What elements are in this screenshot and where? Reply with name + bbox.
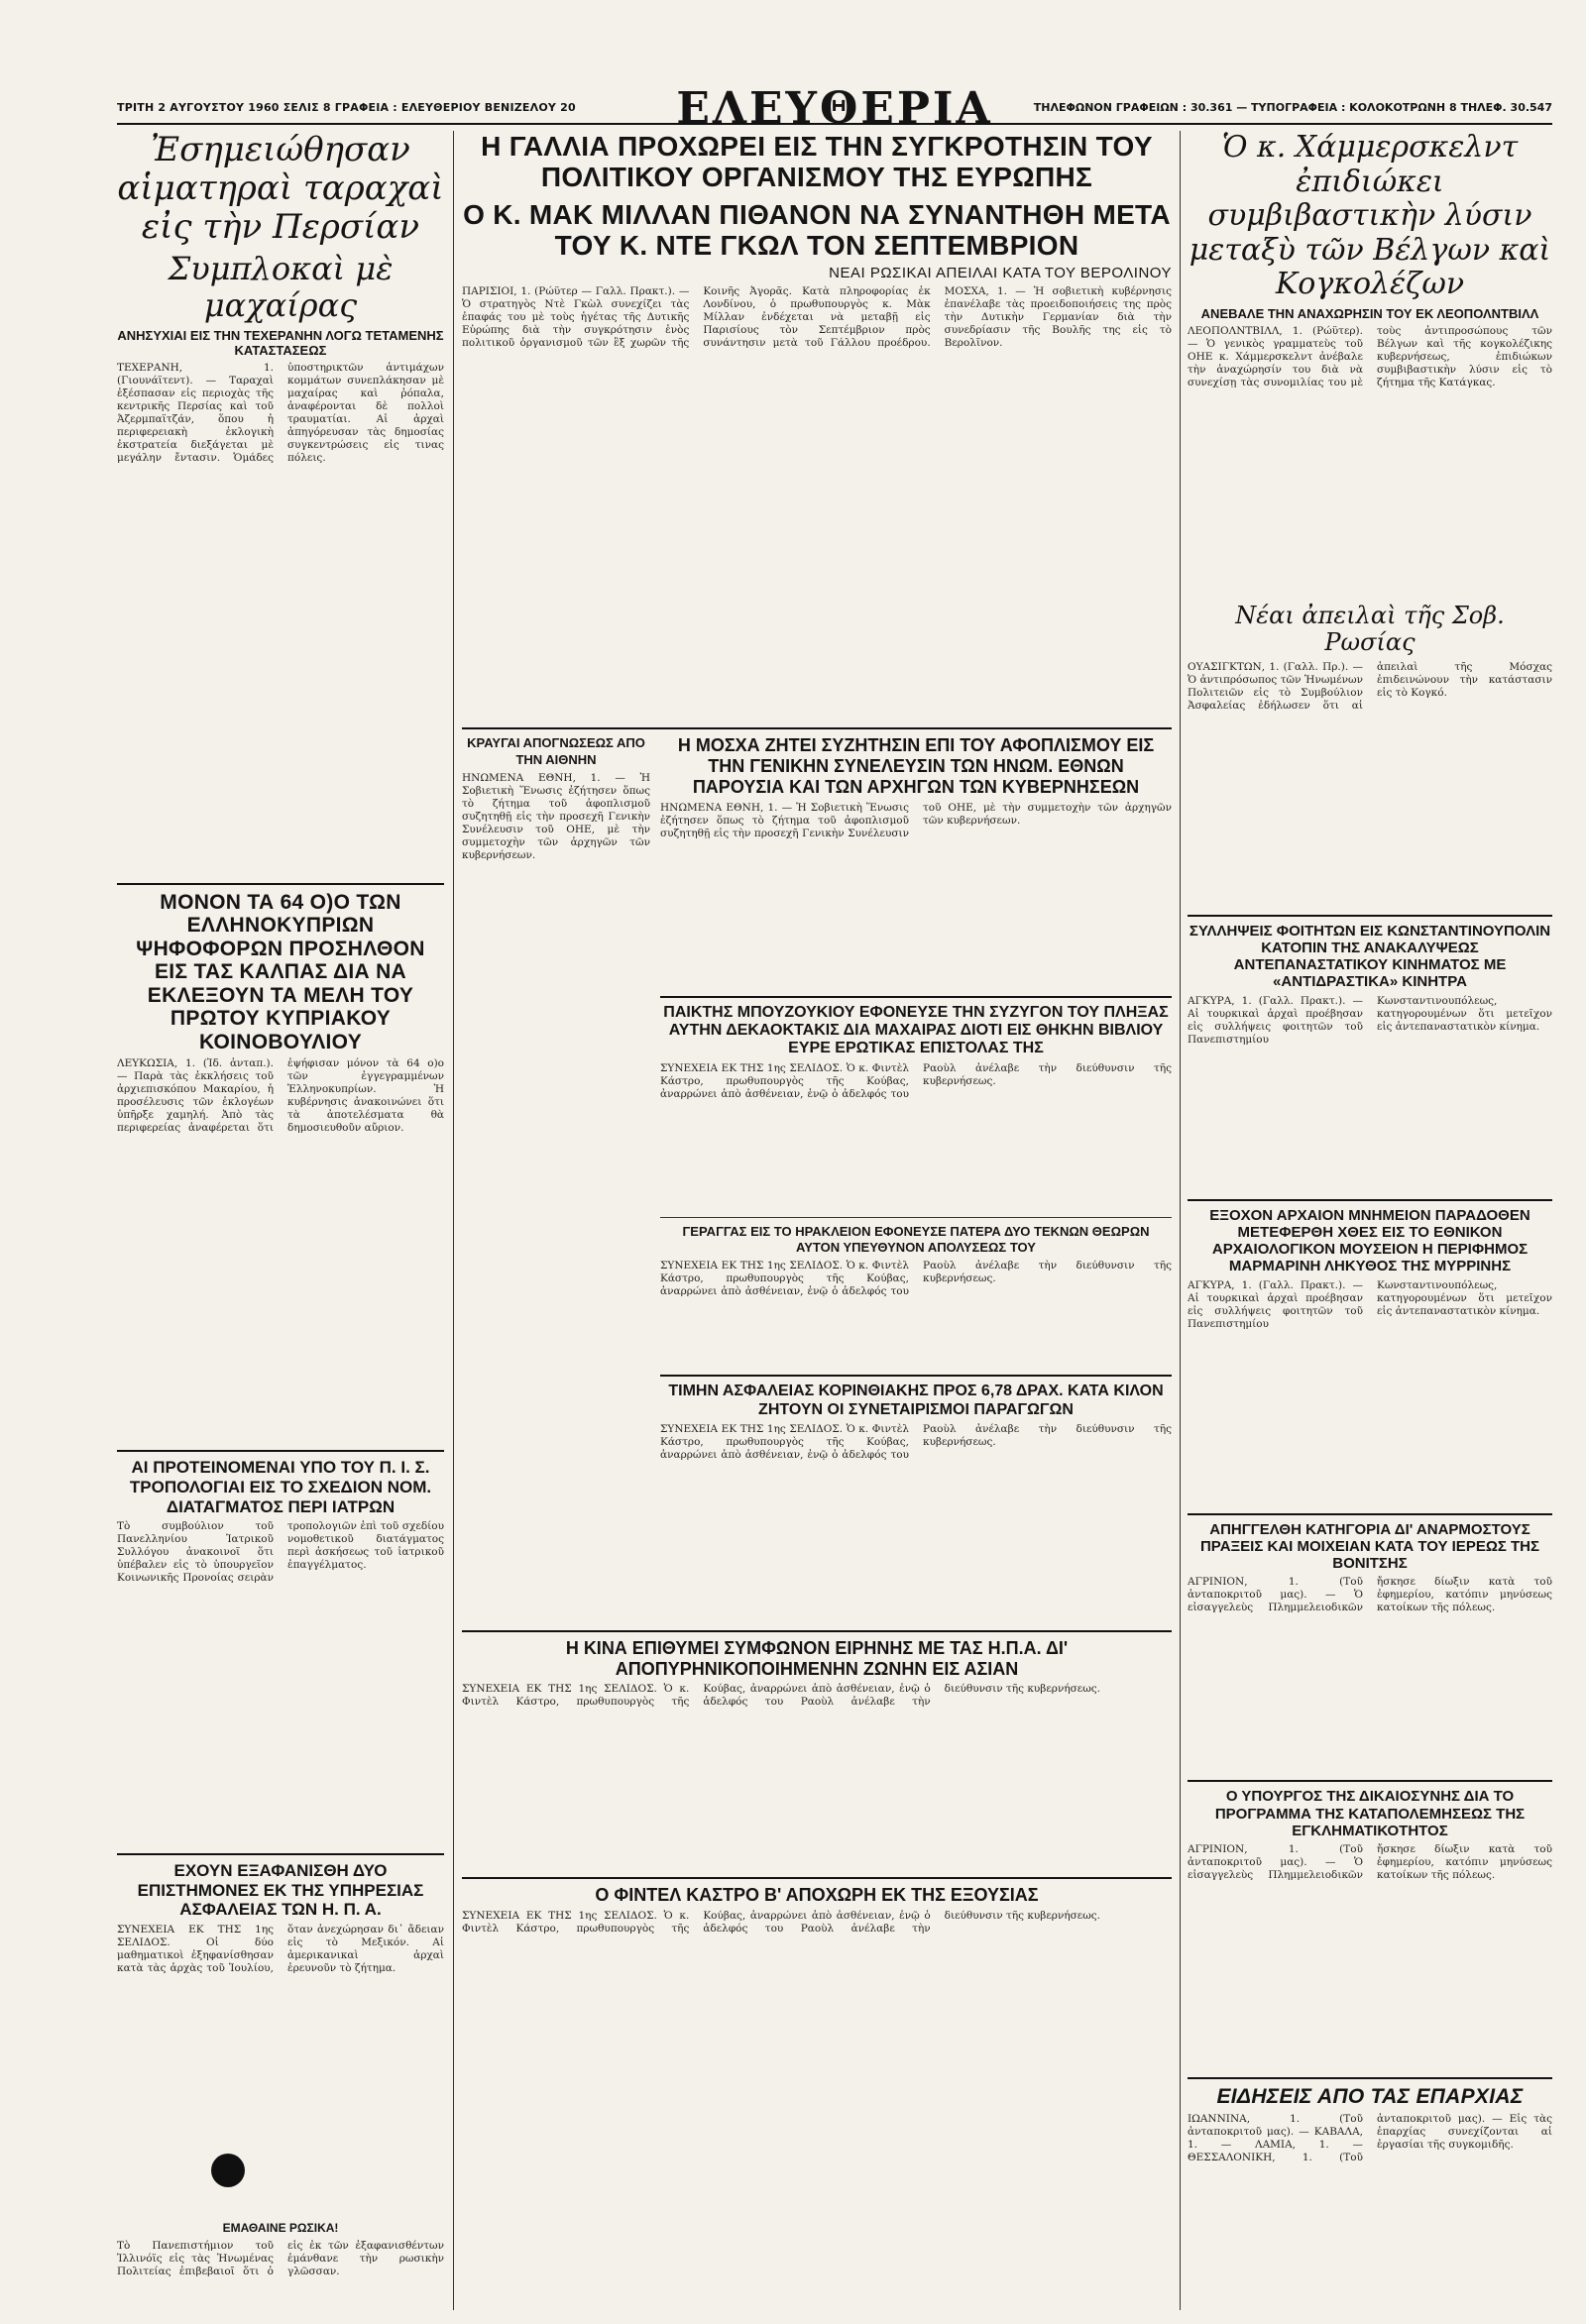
divider: [1188, 1780, 1552, 1782]
masthead-date-line: ΤΡΙΤΗ 2 ΑΥΓΟΥΣΤΟΥ 1960 ΣΕΛΙΣ 8 ΓΡΑΦΕΙΑ : ΕΛΕΥΘΕΡΙΟΥ ΒΕΝΙΖΕΛΟΥ 20: [117, 101, 576, 114]
headline-istanbul-students: ΣΥΛΛΗΨΕΙΣ ΦΟΙΤΗΤΩΝ ΕΙΣ ΚΩΝΣΤΑΝΤΙΝΟΥΠΟΛΙΝ ΚΑΤΟΠΙΝ ΤΗΣ ΑΝΑΚΑΛΥΨΕΩΣ ΑΝΤΕΠΑΝΑΣΤΑΤΙΚΟΥ ΚΙΝΗΜΑΤΟΣ ΜΕ «ΑΝΤΙΔΡΑΣΤΙΚΑ» ΚΙΝΗΤΡΑ: [1189, 922, 1551, 991]
headline-currant-price: ΤΙΜΗΝ ΑΣΦΑΛΕΙΑΣ ΚΟΡΙΝΘΙΑΚΗΣ ΠΡΟΣ 6,78 ΔΡΑΧ. ΚΑΤΑ ΚΙΛΟΝ ΖΗΤΟΥΝ ΟΙ ΣΥΝΕΤΑΙΡΙΣΜΟΙ ΠΑΡΑΓΩΓΩΝ: [668, 1383, 1164, 1418]
headline-persia: Ἐσημειώθησαν αἱματηραὶ ταραχαὶ εἰς τὴν Περσίαν: [117, 131, 444, 248]
article-russian-body: Τὸ Πανεπιστήμιον τοῦ Ἰλλινόϊς εἰς τὰς Ἡνωμένας Πολιτείας ἐπιβεβαιοῖ ὅτι ὁ εἷς ἐκ τῶν ἐξαφανισθέντων ἐμάνθανε τὴν ρωσικὴν γλῶσσαν.: [117, 2239, 444, 2277]
headline-learned-russian: ΕΜΑΘΑΙΝΕ ΡΩΣΙΚΑ!: [222, 2220, 339, 2235]
headline-bouzouki-player: ΠΑΙΚΤΗΣ ΜΠΟΥΖΟΥΚΙΟΥ ΕΦΟΝΕΥΣΕ ΤΗΝ ΣΥΖΥΓΟΝ ΤΟΥ ΠΛΗΞΑΣ ΑΥΤΗΝ ΔΕΚΑΟΚΤΑΚΙΣ ΔΙΑ ΜΑΧΑΙΡΑΣ ΔΙΟΤΙ ΕΙΣ ΘΗΚΗΝ ΒΙΒΛΙΟΥ ΕΥΡΕ ΕΡΩΤΙΚΑΣ ΕΠΙΣΤΟΛΑΣ ΤΗΣ: [663, 1003, 1169, 1057]
divider: [1188, 2077, 1552, 2079]
column-center: [462, 131, 1172, 2310]
column-divider: [453, 131, 454, 2310]
headline-doctors-law: ΑΙ ΠΡΟΤΕΙΝΟΜΕΝΑΙ ΥΠΟ ΤΟΥ Π. Ι. Σ. ΤΡΟΠΟΛΟΓΙΑΙ ΕΙΣ ΤΟ ΣΧΕΔΙΟΝ ΝΟΜ. ΔΙΑΤΑΓΜΑΤΟΣ ΠΕΡΙ ΙΑΤΡΩΝ: [129, 1458, 432, 1516]
article-doctors-body: Τὸ συμβούλιον τοῦ Πανελληνίου Ἰατρικοῦ Συλλόγου ἀνακοινοῖ ὅτι ὑπέβαλεν εἰς τὸ ὑπουργεῖον Κοινωνικῆς Προνοίας σειρὰν τροπολογιῶν ἐπὶ τοῦ σχεδίου νομοθετικοῦ διατάγματος περὶ ἀσκήσεως τοῦ ἰατρικοῦ ἐπαγγέλματος.: [117, 1520, 444, 1585]
headline-provinces-news: ΕΙΔΗΣΕΙΣ ΑΠΟ ΤΑΣ ΕΠΑΡΧΙΑΣ: [1216, 2085, 1524, 2109]
column-left: [117, 131, 444, 2310]
divider: [462, 1877, 1172, 1879]
divider: [462, 727, 1172, 729]
headline-castro: Ο ΦΙΝΤΕΛ ΚΑΣΤΡΟ Β' ΑΠΟΧΩΡΗ ΕΚ ΤΗΣ ΕΞΟΥΣΙΑΣ: [595, 1885, 1039, 1906]
headline-myrrhine-lekythos: ΕΞΟΧΟΝ ΑΡΧΑΙΟΝ ΜΝΗΜΕΙΟΝ ΠΑΡΑΔΟΘΕΝ ΜΕΤΕΦΕΡΘΗ ΧΘΕΣ ΕΙΣ ΤΟ ΕΘΝΙΚΟΝ ΑΡΧΑΙΟΛΟΓΙΚΟΝ ΜΟΥΣΕΙΟΝ Η ΠΕΡΙΦΗΜΟΣ ΜΑΡΜΑΡΙΝΗ ΛΗΚΥΘΟΣ ΤΗΣ ΜΥΡΡΙΝΗΣ: [1209, 1206, 1530, 1275]
divider: [660, 996, 1172, 998]
headline-cyprus-vote: ΜΟΝΟΝ ΤΑ 64 Ο)Ο ΤΩΝ ΕΛΛΗΝΟΚΥΠΡΙΩΝ ΨΗΦΟΦΟΡΩΝ ΠΡΟΣΗΛΘΟΝ ΕΙΣ ΤΑΣ ΚΑΛΠΑΣ ΔΙΑ ΝΑ ΕΚΛΕΞΟΥΝ ΤΑ ΜΕΛΗ ΤΟΥ ΠΡΩΤΟΥ ΚΥΠΡΙΑΚΟΥ ΚΟΙΝΟΒΟΥΛΙΟΥ: [136, 890, 425, 1053]
article-priest-body: ΑΓΡΙΝΙΟΝ, 1. (Τοῦ ἀνταποκριτοῦ μας). — Ὁ εἰσαγγελεὺς Πλημμελειοδικῶν ἤσκησε δίωξιν κατὰ τοῦ ἐφημερίου, κατόπιν μηνύσεως κατοίκων τῆς πόλεως.: [1188, 1576, 1552, 1614]
article-congo-body: ΛΕΟΠΟΛΝΤΒΙΛΛ, 1. (Ρώϋτερ). — Ὁ γενικὸς γραμματεὺς τοῦ ΟΗΕ κ. Χάμμερσκελντ ἀνέβαλε τὴν ἀναχώρησίν του διὰ νὰ συνεχίσῃ τὰς συνομιλίας του μὲ τοὺς ἀντιπροσώπους τῶν Βέλγων καὶ τῆς κογκολέζικης κυβερνήσεως, ἐπιδιώκων συμβιβαστικὴν λύσιν εἰς τὸ ζήτημα τῆς Κατάγκας.: [1188, 324, 1552, 388]
article-moscow-body: ΗΝΩΜΕΝΑ ΕΘΝΗ, 1. — Ἡ Σοβιετικὴ Ἕνωσις ἐζήτησεν ὅπως τὸ ζήτημα τοῦ ἀφοπλισμοῦ συζητηθῇ εἰς τὴν προσεχῆ Γενικὴν Συνέλευσιν τοῦ ΟΗΕ, μὲ τὴν συμμετοχὴν τῶν ἀρχηγῶν τῶν κυβερνήσεων.: [660, 801, 1172, 839]
article-cries-body: ΗΝΩΜΕΝΑ ΕΘΝΗ, 1. — Ἡ Σοβιετικὴ Ἕνωσις ἐζήτησεν ὅπως τὸ ζήτημα τοῦ ἀφοπλισμοῦ συζητηθῇ εἰς τὴν προσεχῆ Γενικὴν Συνέλευσιν τοῦ ΟΗΕ, μὲ τὴν συμμετοχὴν τῶν ἀρχηγῶν τῶν κυβερνήσεων.: [462, 771, 650, 861]
divider: [660, 1217, 1172, 1218]
headline-missing-scientists: ΕΧΟΥΝ ΕΞΑΦΑΝΙΣΘΗ ΔΥΟ ΕΠΙΣΤΗΜΟΝΕΣ ΕΚ ΤΗΣ ΥΠΗΡΕΣΙΑΣ ΑΣΦΑΛΕΙΑΣ ΤΩΝ Η. Π. Α.: [137, 1861, 424, 1920]
divider: [1188, 1199, 1552, 1201]
divider: [117, 1450, 444, 1452]
divider: [117, 1853, 444, 1855]
divider: [660, 1375, 1172, 1377]
article-provinces-body: ΙΩΑΝΝΙΝΑ, 1. (Τοῦ ἀνταποκριτοῦ μας). — ΚΑΒΑΛΑ, 1. — ΛΑΜΙΑ, 1. — ΘΕΣΣΑΛΟΝΙΚΗ, 1. (Τοῦ ἀνταποκριτοῦ μας). — Εἰς τὰς ἐπαρχίας συνεχίζονται αἱ ἐργασίαι τῆς συγκομιδῆς.: [1188, 2112, 1552, 2163]
subhead-leopoldville: ΑΝΕΒΑΛΕ ΤΗΝ ΑΝΑΧΩΡΗΣΙΝ ΤΟΥ ΕΚ ΛΕΟΠΟΛΝΤΒΙΛΛ: [1200, 305, 1539, 321]
article-bouzouki-body: ΣΥΝΕΧΕΙΑ ΕΚ ΤΗΣ 1ης ΣΕΛΙΔΟΣ. Ὁ κ. Φιντὲλ Κάστρο, πρωθυπουργὸς τῆς Κούβας, ἀναρρώνει ἀπὸ ἀσθένειαν, ἐνῷ ὁ ἀδελφός του Ραοὺλ ἀνέλαβε τὴν διεύθυνσιν τῆς κυβερνήσεως.: [660, 1061, 1172, 1100]
article-students-body: ΑΓΚΥΡΑ, 1. (Γαλλ. Πρακτ.). — Αἱ τουρκικαὶ ἀρχαὶ προέβησαν εἰς συλλήψεις φοιτητῶν τοῦ Πανεπιστημίου Κωνσταντινουπόλεως, κατηγορουμένων ὅτι μετεῖχον εἰς ἀντεπαναστατικὸν κίνημα.: [1188, 994, 1552, 1046]
headline-france-europe: Η ΓΑΛΛΙΑ ΠΡΟΧΩΡΕΙ ΕΙΣ ΤΗΝ ΣΥΓΚΡΟΤΗΣΙΝ ΤΟΥ ΠΟΛΙΤΙΚΟΥ ΟΡΓΑΝΙΣΜΟΥ ΤΗΣ ΕΥΡΩΠΗΣ: [481, 131, 1153, 193]
headline-macmillan-degaulle: Ο Κ. ΜΑΚ ΜΙΛΛΑΝ ΠΙΘΑΝΟΝ ΝΑ ΣΥΝΑΝΤΗΘΗ ΜΕΤΑ ΤΟΥ Κ. ΝΤΕ ΓΚΩΛ ΤΟΝ ΣΕΠΤΕΜΒΡΙΟΝ: [463, 198, 1171, 262]
article-france-body: ΠΑΡΙΣΙΟΙ, 1. (Ρώϋτερ — Γαλλ. Πρακτ.). — Ὁ στρατηγὸς Ντὲ Γκὼλ συνεχίζει τὰς ἐπαφάς του μὲ τοὺς ἡγέτας τῆς Δυτικῆς Εὐρώπης διὰ τὴν συγκρότησιν ἑνὸς πολιτικοῦ ὀργανισμοῦ τῶν ἓξ χωρῶν τῆς Κοινῆς Ἀγορᾶς. Κατὰ πληροφορίας ἐκ Λονδίνου, ὁ πρωθυπουργὸς κ. Μὰκ Μίλλαν ἐνδέχεται νὰ μεταβῇ εἰς Παρισίους τὸν Σεπτέμβριον πρὸς συνάντησιν μετὰ τοῦ Γάλλου προέδρου. ΜΟΣΧΑ, 1. — Ἡ σοβιετικὴ κυβέρνησις ἐπανέλαβε τὰς προειδοποιήσεις της πρὸς τὴν Δυτικὴν Γερμανίαν διὰ τὴν συνεδρίασιν τῆς Βουλῆς της εἰς τὸ Βερολῖνον.: [462, 285, 1172, 350]
article-currant-body: ΣΥΝΕΧΕΙΑ ΕΚ ΤΗΣ 1ης ΣΕΛΙΔΟΣ. Ὁ κ. Φιντὲλ Κάστρο, πρωθυπουργὸς τῆς Κούβας, ἀναρρώνει ἀπὸ ἀσθένειαν, ἐνῷ ὁ ἀδελφός του Ραοὺλ ἀνέλαβε τὴν διεύθυνσιν τῆς κυβερνήσεως.: [660, 1422, 1172, 1461]
headline-persia-knives: Συμπλοκαὶ μὲ μαχαίρας: [168, 250, 394, 325]
masthead-phones: ΤΗΛΕΦΩΝΟΝ ΓΡΑΦΕΙΩΝ : 30.361 — ΤΥΠΟΓΡΑΦΕΙΑ : ΚΟΛΟΚΟΤΡΩΝΗ 8 ΤΗΛΕΦ. 30.547: [1033, 101, 1552, 114]
article-soviet-body: ΟΥΑΣΙΓΚΤΩΝ, 1. (Γαλλ. Πρ.). — Ὁ ἀντιπρόσωπος τῶν Ἡνωμένων Πολιτειῶν εἰς τὸ Συμβούλιον Ἀσφαλείας ἐδήλωσεν ὅτι αἱ ἀπειλαὶ τῆς Μόσχας ἐπιδεινώνουν τὴν κατάστασιν εἰς τὸ Κογκό.: [1188, 660, 1552, 712]
article-china-body: ΣΥΝΕΧΕΙΑ ΕΚ ΤΗΣ 1ης ΣΕΛΙΔΟΣ. Ὁ κ. Φιντὲλ Κάστρο, πρωθυπουργὸς τῆς Κούβας, ἀναρρώνει ἀπὸ ἀσθένειαν, ἐνῷ ὁ ἀδελφός του Ραοὺλ ἀνέλαβε τὴν διεύθυνσιν τῆς κυβερνήσεως.: [462, 1683, 1101, 1709]
headline-cries-despair: ΚΡΑΥΓΑΙ ΑΠΟΓΝΩΣΕΩΣ ΑΠΟ ΤΗΝ ΑΙΘΝΗΝ: [467, 735, 645, 767]
article-heraklion-body: ΣΥΝΕΧΕΙΑ ΕΚ ΤΗΣ 1ης ΣΕΛΙΔΟΣ. Ὁ κ. Φιντὲλ Κάστρο, πρωθυπουργὸς τῆς Κούβας, ἀναρρώνει ἀπὸ ἀσθένειαν, ἐνῷ ὁ ἀδελφός του Ραοὺλ ἀνέλαβε τὴν διεύθυνσιν τῆς κυβερνήσεως.: [660, 1260, 1172, 1298]
divider: [462, 1630, 1172, 1632]
headline-heraklion-murder: ΓΕΡΑΓΓΑΣ ΕΙΣ ΤΟ ΗΡΑΚΛΕΙΟΝ ΕΦΟΝΕΥΣΕ ΠΑΤΕΡΑ ΔΥΟ ΤΕΚΝΩΝ ΘΕΩΡΩΝ ΑΥΤΟΝ ΥΠΕΥΘΥΝΟΝ ΑΠΟΛΥΣΕΩΣ ΤΟΥ: [682, 1223, 1150, 1255]
headline-hammarskjold: Ὁ κ. Χάμμερσκελντ ἐπιδιώκει συμβιβαστικὴν λύσιν μεταξὺ τῶν Βέλγων καὶ Κογκολέζων: [1189, 131, 1551, 301]
divider: [1188, 1513, 1552, 1515]
article-justice-body: ΑΓΡΙΝΙΟΝ, 1. (Τοῦ ἀνταποκριτοῦ μας). — Ὁ εἰσαγγελεὺς Πλημμελειοδικῶν ἤσκησε δίωξιν κατὰ τοῦ ἐφημερίου, κατόπιν μηνύσεως κατοίκων τῆς πόλεως.: [1188, 1843, 1552, 1882]
divider: [117, 883, 444, 885]
article-cyprus-body: ΛΕΥΚΩΣΙΑ, 1. (Ἰδ. ἀνταπ.). — Παρὰ τὰς ἐκκλήσεις τοῦ ἀρχιεπισκόπου Μακαρίου, ἡ προσέλευσις τῶν ἐκλογέων ὑπῆρξε χαμηλή. Ἀπὸ τὰς περιφερείας ἀναφέρεται ὅτι ἐψήφισαν μόνον τὰ 64 ο)ο τῶν ἐγγεγραμμένων Ἑλληνοκυπρίων. Ἡ κυβέρνησις ἀνακοινώνει ὅτι τὰ ἀποτελέσματα θὰ δημοσιευθοῦν αὔριον.: [117, 1057, 444, 1135]
headline-vonitsa-priest: ΑΠΗΓΓΕΛΘΗ ΚΑΤΗΓΟΡΙΑ ΔΙ' ΑΝΑΡΜΟΣΤΟΥΣ ΠΡΑΞΕΙΣ ΚΑΙ ΜΟΙΧΕΙΑΝ ΚΑΤΑ ΤΟΥ ΙΕΡΕΩΣ ΤΗΣ ΒΟΝΙΤΣΗΣ: [1199, 1520, 1540, 1573]
column-divider: [1180, 131, 1181, 2310]
headline-justice-minister: Ο ΥΠΟΥΡΓΟΣ ΤΗΣ ΔΙΚΑΙΟΣΥΝΗΣ ΔΙΑ ΤΟ ΠΡΟΓΡΑΜΜΑ ΤΗΣ ΚΑΤΑΠΟΛΕΜΗΣΕΩΣ ΤΗΣ ΕΓΚΛΗΜΑΤΙΚΟΤΗΤΟΣ: [1214, 1788, 1526, 1839]
divider: [1188, 915, 1552, 917]
article-scientists-body: ΣΥΝΕΧΕΙΑ ΕΚ ΤΗΣ 1ης ΣΕΛΙΔΟΣ. Οἱ δύο μαθηματικοὶ ἐξηφανίσθησαν κατὰ τὰς ἀρχὰς τοῦ Ἰουλίου, ὅταν ἀνεχώρησαν δι᾽ ἄδειαν εἰς τὸ Μεξικόν. Αἱ ἀμερικανικαὶ ἀρχαὶ ἐρευνοῦν τὸ ζήτημα.: [117, 1923, 444, 1974]
masthead-rule: [117, 123, 1552, 125]
newspaper-title: ΕΛΕΥΘΕΡΙΑ: [676, 83, 993, 134]
article-lekythos-body: ΑΓΚΥΡΑ, 1. (Γαλλ. Πρακτ.). — Αἱ τουρκικαὶ ἀρχαὶ προέβησαν εἰς συλλήψεις φοιτητῶν τοῦ Πανεπιστημίου Κωνσταντινουπόλεως, κατηγορουμένων ὅτι μετεῖχον εἰς ἀντεπαναστατικὸν κίνημα.: [1188, 1278, 1552, 1330]
subhead-teheran: ΑΝΗΣΥΧΙΑΙ ΕΙΣ ΤΗΝ ΤΕΧΕΡΑΝΗΝ ΛΟΓΩ ΤΕΤΑΜΕΝΗΣ ΚΑΤΑΣΤΑΣΕΩΣ: [117, 327, 444, 358]
masthead: [117, 83, 1552, 134]
ink-blot: [211, 2154, 245, 2187]
headline-soviet-threats: Νέαι ἀπειλαὶ τῆς Σοβ. Ρωσίας: [1235, 601, 1505, 657]
headline-china-peace: Η ΚΙΝΑ ΕΠΙΘΥΜΕΙ ΣΥΜΦΩΝΟΝ ΕΙΡΗΝΗΣ ΜΕ ΤΑΣ Η.Π.Α. ΔΙ' ΑΠΟΠΥΡΗΝΙΚΟΠΟΙΗΜΕΝΗΝ ΖΩΝΗΝ ΕΙΣ ΑΣΙΑΝ: [565, 1637, 1069, 1679]
column-right: [1188, 131, 1552, 2310]
headline-moscow-disarmament: Η ΜΟΣΧΑ ΖΗΤΕΙ ΣΥΖΗΤΗΣΙΝ ΕΠΙ ΤΟΥ ΑΦΟΠΛΙΣΜΟΥ ΕΙΣ ΤΗΝ ΓΕΝΙΚΗΝ ΣΥΝΕΛΕΥΣΙΝ ΤΩΝ ΗΝΩΜ. ΕΘΝΩΝ ΠΑΡΟΥΣΙΑ ΚΑΙ ΤΩΝ ΑΡΧΗΓΩΝ ΤΩΝ ΚΥΒΕΡΝΗΣΕΩΝ: [677, 735, 1155, 797]
article-castro-body: ΣΥΝΕΧΕΙΑ ΕΚ ΤΗΣ 1ης ΣΕΛΙΔΟΣ. Ὁ κ. Φιντὲλ Κάστρο, πρωθυπουργὸς τῆς Κούβας, ἀναρρώνει ἀπὸ ἀσθένειαν, ἐνῷ ὁ ἀδελφός του Ραοὺλ ἀνέλαβε τὴν διεύθυνσιν τῆς κυβερνήσεως.: [462, 1910, 1101, 1935]
article-persia-body: ΤΕΧΕΡΑΝΗ, 1. (Γιουνάϊτεντ). — Ταραχαὶ ἐξέσπασαν εἰς περιοχὰς τῆς κεντρικῆς Περσίας καὶ τοῦ Ἀζερμπαϊτζάν, ὅπου ἡ περιφερειακὴ ἐκλογικὴ ἐκστρατεία διεξάγεται μὲ μεγάλην ἔντασιν. Ὁμάδες ὑποστηρικτῶν ἀντιμάχων κομμάτων συνεπλάκησαν μὲ μαχαίρας καὶ ῥόπαλα, ἀναφέρονται δὲ πολλοὶ τραυματίαι. Αἱ ἀρχαὶ ἀπηγόρευσαν τὰς δημοσίας συγκεντρώσεις εἰς τινας πόλεις.: [117, 361, 444, 464]
subhead-berlin-threats: ΝΕΑΙ ΡΩΣΙΚΑΙ ΑΠΕΙΛΑΙ ΚΑΤΑ ΤΟΥ ΒΕΡΟΛΙΝΟΥ: [829, 265, 1172, 282]
